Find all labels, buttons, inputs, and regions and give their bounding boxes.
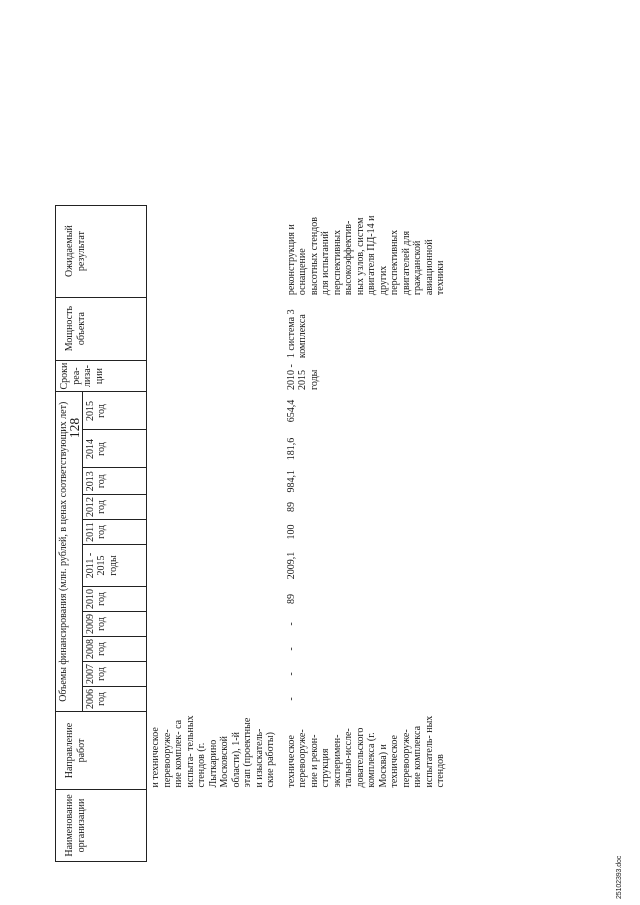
- header-terms: Сроки реа- лиза- ции: [56, 360, 147, 392]
- cell-value: -: [285, 672, 297, 676]
- cell-value: [147, 520, 283, 545]
- header-year: 2011 - 2015 годы: [82, 545, 146, 587]
- cell-value: [147, 430, 283, 468]
- cell-capacity: [147, 297, 283, 360]
- header-financing: Объемы финансирования (млн. рублей, в ценах соответствующих лет): [56, 392, 83, 712]
- cell-value: 89: [285, 594, 297, 604]
- cell-value: [147, 587, 283, 612]
- cell-value: 181,6: [285, 437, 297, 461]
- cell-terms: 2010 - 2015 годы: [285, 364, 320, 390]
- cell-value: 100: [285, 524, 297, 540]
- cell-value: 984,1: [285, 470, 297, 493]
- cell-result: [147, 205, 283, 297]
- cell-direction: техническое перевооруже- ние и рекон- струкция эксперимен- тально-иссле- довательского комплекса (г. Москва) и техническое перевооруже- ние комплекса испытатель- ных стендов: [285, 715, 446, 788]
- cell-value: 89: [285, 502, 297, 512]
- header-year: 2010 год: [82, 587, 146, 612]
- cell-org: [147, 790, 283, 862]
- cell-capacity: 1 система 3 комплекса: [285, 309, 308, 359]
- header-year: 2013 год: [82, 468, 146, 495]
- doc-reference: 25102393.doc: [616, 855, 623, 899]
- header-year: 2007 год: [82, 662, 146, 687]
- cell-org: [283, 790, 450, 862]
- cell-value: -: [285, 647, 297, 651]
- header-org: Наименование организации: [56, 790, 147, 862]
- page-number: 128: [67, 417, 82, 439]
- cell-value: -: [285, 697, 297, 701]
- cell-value: [147, 637, 283, 662]
- cell-value: [147, 392, 283, 430]
- header-year: 2011 год: [82, 520, 146, 545]
- table-row: [283, 205, 450, 861]
- cell-value: [147, 495, 283, 520]
- cell-direction: и техническое перевооруже- ние комплек- са испыта- тельных стендов (г. Лыткарино Московской области), 1-й этап (проектные и изыскатель- ские работы): [150, 715, 276, 788]
- header-result: Ожидаемый результат: [56, 205, 147, 297]
- header-direction: Направление работ: [56, 712, 147, 790]
- cell-value: 2009,1: [285, 551, 297, 580]
- cell-value: -: [285, 622, 297, 626]
- cell-value: 654,4: [285, 399, 297, 423]
- cell-value: [147, 545, 283, 587]
- header-year: 2008 год: [82, 637, 146, 662]
- cell-result: реконструкция и оснащение высотных стендов для испытаний перспективных высокоэффектив- ных узлов, систем двигателя ПД-14 и других перспективных двигателей для гражданской авиационной техники: [285, 215, 446, 296]
- header-year: 2006 год: [82, 687, 146, 712]
- cell-value: [147, 612, 283, 637]
- header-capacity: Мощность объекта: [56, 297, 147, 360]
- cell-value: [147, 687, 283, 712]
- table-row: [147, 205, 283, 861]
- header-year: 2009 год: [82, 612, 146, 637]
- cell-terms: [147, 360, 283, 392]
- financing-table: [55, 205, 450, 862]
- header-year: 2012 год: [82, 495, 146, 520]
- header-year: 2015 год: [82, 392, 146, 430]
- cell-value: [147, 662, 283, 687]
- header-year: 2014 год: [82, 430, 146, 468]
- cell-value: [147, 468, 283, 495]
